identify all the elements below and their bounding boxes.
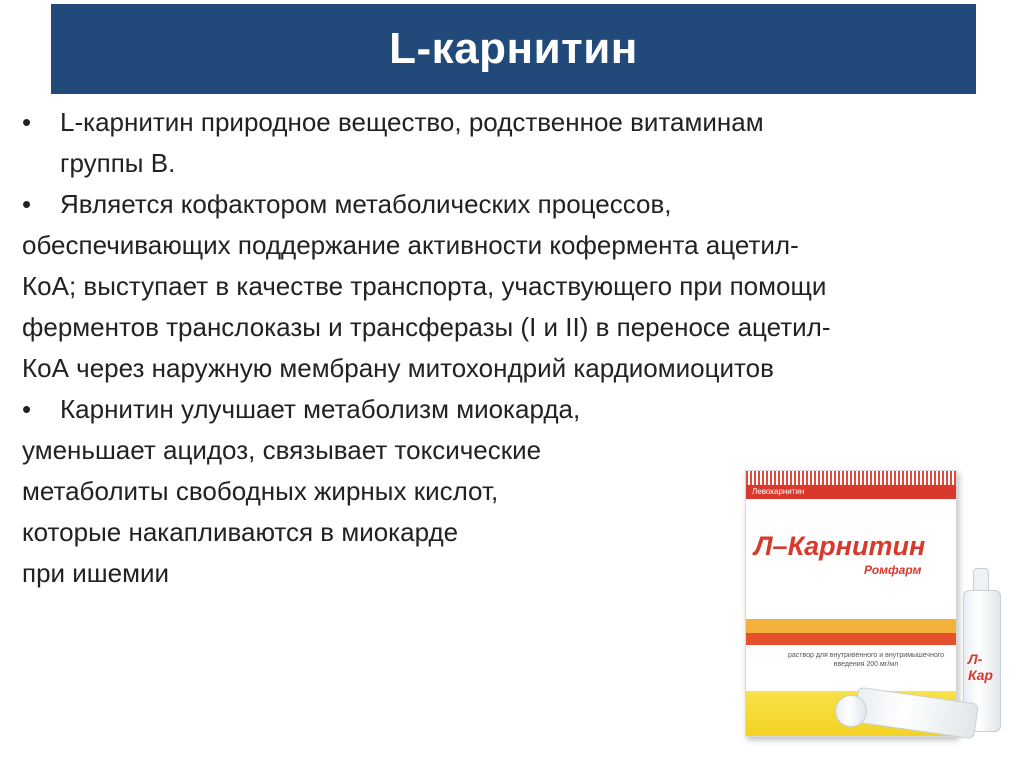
text-line	[22, 143, 1002, 184]
bullet-icon: •	[22, 107, 32, 137]
product-description: раствор для внутривенного и внутримышечного введения 200 мг/мл	[787, 652, 945, 668]
line-text: Карнитин улучшает метаболизм миокарда,	[60, 394, 581, 424]
line-text: ферментов транслоказы и трансферазы (I и II) в переносе ацетил-	[22, 312, 831, 342]
slide-title: L-карнитин	[389, 24, 638, 73]
line-text: при ишемии	[22, 558, 170, 588]
text-line	[22, 225, 1002, 266]
line-text: уменьшает ацидоз, связывает токсические	[22, 435, 542, 465]
text-line	[22, 184, 1002, 225]
text-line	[22, 348, 1002, 389]
product-maker: Ромфарм	[864, 563, 922, 577]
box-stripe	[746, 633, 956, 645]
bullet-icon: •	[22, 189, 32, 219]
box-top-pattern	[746, 471, 956, 485]
bullet-icon: •	[22, 394, 32, 424]
line-text: которые накапливаются в миокарде	[22, 517, 459, 547]
text-line	[22, 266, 1002, 307]
product-image	[705, 440, 1005, 755]
line-text: Является кофактором метаболических процессов,	[60, 189, 672, 219]
box-stripe	[746, 619, 956, 633]
line-text: КоА; выступает в качестве транспорта, участвующего при помощи	[22, 271, 827, 301]
text-line	[22, 389, 1002, 430]
ampoule-label: Л-Кар	[968, 651, 993, 683]
line-text: группы В.	[60, 148, 176, 178]
text-line	[22, 307, 1002, 348]
line-text: метаболиты свободных жирных кислот,	[22, 476, 499, 506]
product-name: Л–Карнитин	[754, 531, 926, 561]
ampoule-tip	[835, 695, 867, 727]
line-text: КоА через наружную мембрану митохондрий кардиомиоцитов	[22, 353, 774, 383]
line-text: L-карнитин природное вещество, родственное витаминам	[60, 107, 764, 137]
title-bar	[51, 4, 976, 94]
text-line	[22, 102, 1002, 143]
line-text: обеспечивающих поддержание активности кофермента ацетил-	[22, 230, 799, 260]
box-brand-strip: Левокарнитин	[746, 485, 956, 499]
